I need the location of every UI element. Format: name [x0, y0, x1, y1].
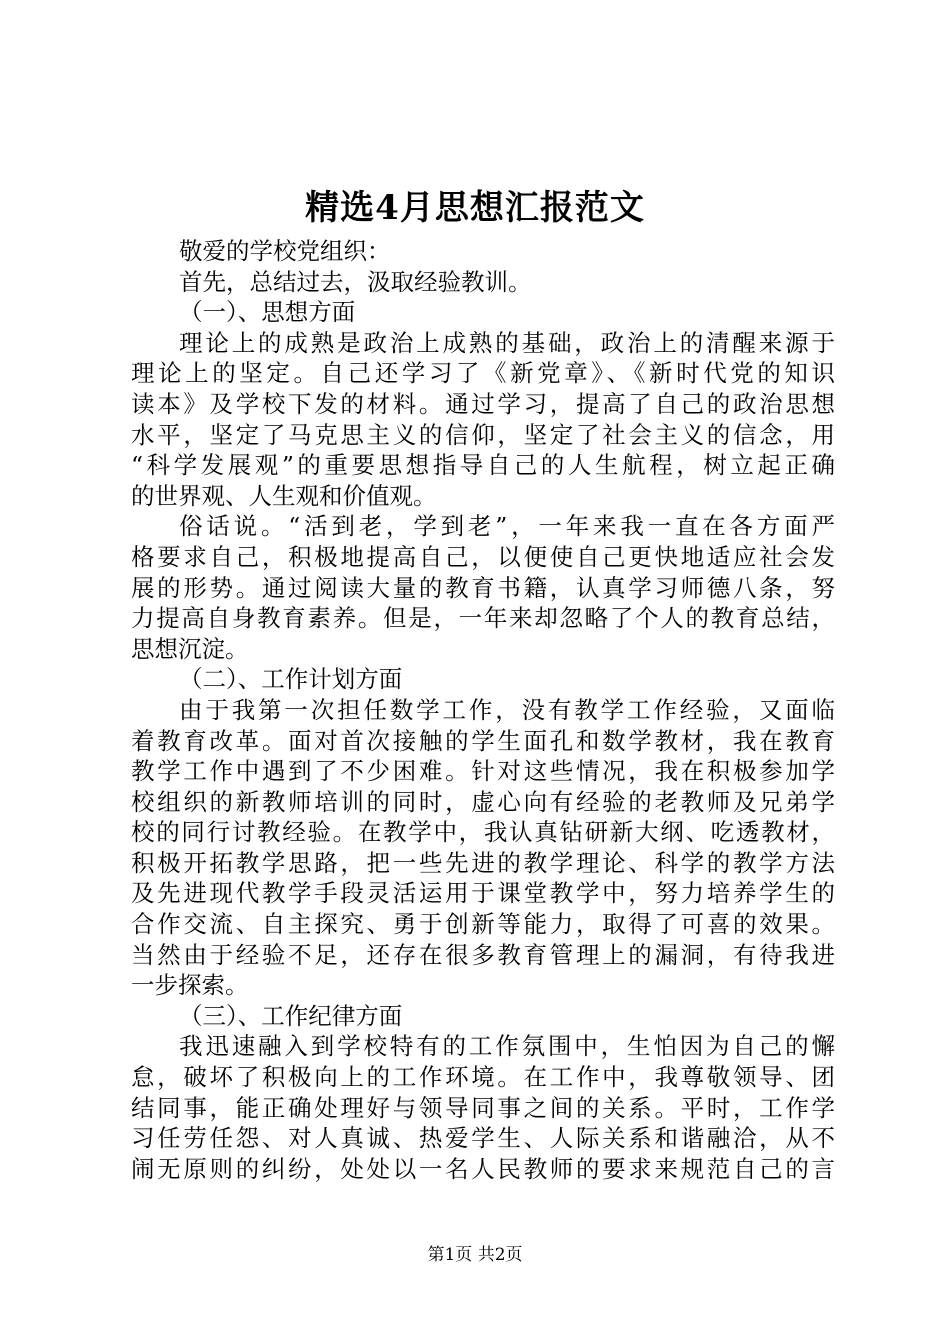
- text-line: 及先进现代教学手段灵活运用于课堂教学中，努力培养学生的: [131, 879, 835, 908]
- text-line: 读本》及学校下发的材料。通过学习，提高了自己的政治思想: [131, 389, 835, 418]
- page-footer: 第1页 共2页: [427, 1245, 523, 1265]
- text-line: 一步探索。: [131, 971, 249, 1000]
- text-line: （二）、工作计划方面: [179, 665, 403, 694]
- text-line: 格要求自己，积极地提高自己，以便使自己更快地适应社会发: [131, 542, 835, 571]
- document-title: 精选4月思想汇报范文: [305, 188, 645, 228]
- document-body: [131, 236, 835, 1184]
- text-line: （三）、工作纪律方面: [179, 1001, 403, 1030]
- text-line: 理论上的坚定。自己还学习了《新党章》、《新时代党的知识: [131, 359, 835, 388]
- text-line: 习任劳任怨、对人真诚、热爱学生、人际关系和谐融洽，从不: [131, 1124, 835, 1153]
- text-line: 思想沉淀。: [131, 634, 249, 663]
- text-line: 理论上的成熟是政治上成熟的基础，政治上的清醒来源于: [179, 328, 835, 357]
- text-line: 校组织的新教师培训的同时，虚心向有经验的老教师及兄弟学: [131, 787, 835, 816]
- text-line: 着教育改革。面对首次接触的学生面孔和数学教材，我在教育: [131, 726, 835, 755]
- text-line: 当然由于经验不足，还存在很多教育管理上的漏洞，有待我进: [131, 940, 835, 969]
- text-line: 由于我第一次担任数学工作，没有教学工作经验，又面临: [179, 695, 835, 724]
- text-line: 首先，总结过去，汲取经验教训。: [179, 267, 532, 296]
- text-line: 积极开拓教学思路，把一些先进的教学理论、科学的教学方法: [131, 848, 835, 877]
- text-line: 校的同行讨教经验。在教学中，我认真钻研新大纲、吃透教材，: [131, 818, 835, 847]
- text-line: 教学工作中遇到了不少困难。针对这些情况，我在积极参加学: [131, 757, 835, 786]
- text-line: 敬爱的学校党组织：: [179, 237, 391, 265]
- text-line: 水平，坚定了马克思主义的信仰，坚定了社会主义的信念，用: [131, 420, 835, 449]
- text-line: 展的形势。通过阅读大量的教育书籍，认真学习师德八条，努: [131, 573, 835, 602]
- text-line: “科学发展观”的重要思想指导自己的人生航程，树立起正确: [131, 451, 835, 480]
- text-line: 合作交流、自主探究、勇于创新等能力，取得了可喜的效果。: [131, 910, 835, 939]
- text-line: 的世界观、人生观和价值观。: [131, 481, 437, 510]
- text-line: 我迅速融入到学校特有的工作氛围中，生怕因为自己的懈: [179, 1032, 835, 1061]
- text-line: 俗话说。“活到老，学到老”，一年来我一直在各方面严: [179, 512, 835, 541]
- text-line: 怠，破坏了积极向上的工作环境。在工作中，我尊敬领导、团: [131, 1063, 835, 1092]
- text-line: 力提高自身教育素养。但是，一年来却忽略了个人的教育总结，: [131, 604, 835, 633]
- text-line: （一）、思想方面: [179, 298, 356, 327]
- text-line: 结同事，能正确处理好与领导同事之间的关系。平时，工作学: [131, 1093, 835, 1122]
- text-line: 闹无原则的纠纷，处处以一名人民教师的要求来规范自己的言: [131, 1154, 835, 1183]
